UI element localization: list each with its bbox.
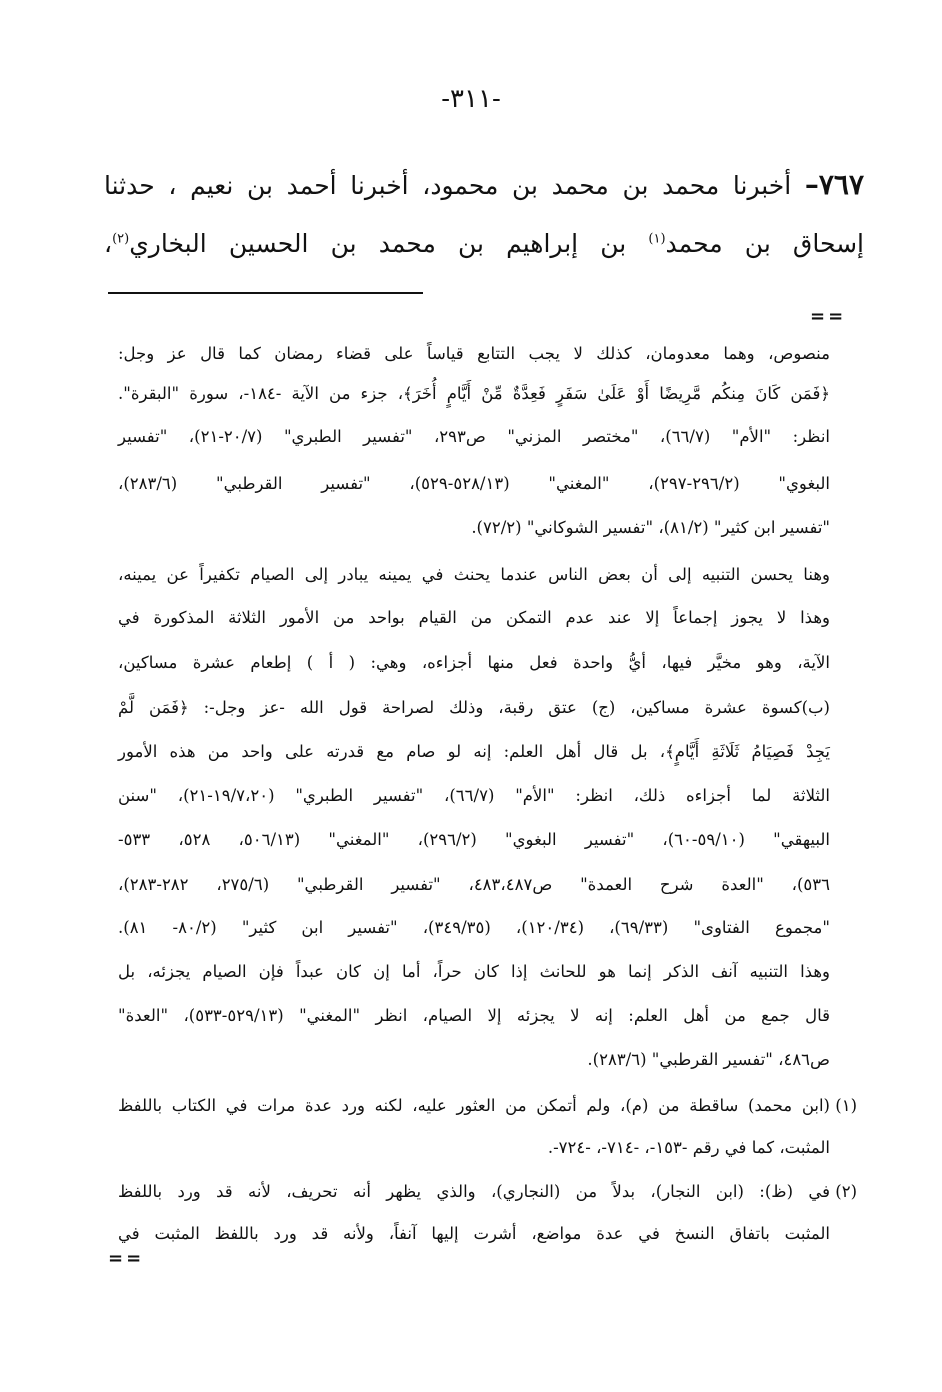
commentary-line: ﴿فَمَن كَانَ مِنكُم مَّرِيضًا أَوْ عَلَىٰ سَفَرٍ فَعِدَّةٌ مِّنْ أَيَّامٍ أُخَرَ﴾، جزء من الآية -١٨٤-، سورة "البقرة". — [118, 384, 830, 403]
page-number: -٣١١- — [441, 84, 501, 114]
footnote-2-line: المثبت باتفاق النسخ في عدة مواضع، أشرت إليها آنفاً، ولأنه قد ورد باللفظ المثبت في — [118, 1224, 830, 1243]
hadith-line-1 — [104, 168, 864, 201]
footnote-1-line: المثبت، كما في رقم -١٥٣-، -٧١٤-، -٧٢٤-. — [547, 1138, 830, 1157]
hadith-line-2 — [104, 229, 864, 258]
commentary-line: (ب)كسوة عشرة مساكين، (ج) عتق رقبة، وذلك لصراحة قول الله -عز وجل-: ﴿فَمَن لَّمْ — [118, 698, 830, 717]
continuation-marks-bottom: == — [108, 1248, 145, 1269]
commentary-line: ص٤٨٦، "تفسير القرطبي" (٢٨٣/٦). — [587, 1050, 830, 1069]
footnote-1-marker: (١) — [835, 1096, 857, 1115]
hadith-text-2b: بن إبراهيم بن محمد بن الحسين البخاري — [129, 229, 649, 258]
commentary-line: "تفسير ابن كثير" (٨١/٢)، "تفسير الشوكاني" (٧٢/٢). — [471, 518, 830, 537]
footnote-ref-1: (١) — [648, 231, 666, 247]
commentary-line: الآية، وهو مخيَّر فيها، أيُّ واحدة فعل منها أجزاءه، وهي: ( أ ) إطعام عشرة مساكين، — [118, 653, 830, 672]
continuation-marks-top: == — [810, 306, 847, 327]
commentary-line: البيهقي" (٥٩/١٠-٦٠)، "تفسير البغوي" (٢٩٦/٢)، "المغني" (٥٠٦/١٣، ٥٢٨، ٥٣٣- — [118, 830, 830, 849]
commentary-line: وهذا التنبيه آنف الذكر إنما هو للحانث إذا كان حراً، أما إن كان عبداً فإن الصيام يجزئه، بل — [118, 962, 830, 981]
footnote-1-line: (ابن محمد) ساقطة من (م)، ولم أتمكن من العثور عليه، لكنه ورد عدة مرات في الكتاب باللفظ — [118, 1096, 830, 1115]
commentary-line: ٥٣٦)، "العدة شرح العمدة" ص٤٨٣،٤٨٧، "تفسير القرطبي" (٢٧٥/٦، ٢٨٢-٢٨٣)، — [118, 875, 830, 894]
hadith-number: ٧٦٧– — [804, 168, 864, 201]
footnote-2-line: في (ظ): (ابن النجار)، بدلاً من (النجاري)، والذي يظهر أنه تحريف، لأنه قد ورد باللفظ — [118, 1182, 830, 1201]
footnote-separator-line — [108, 292, 423, 294]
footnote-2-marker: (٢) — [835, 1182, 857, 1201]
commentary-line: "مجموع الفتاوى" (٦٩/٣٣)، (١٢٠/٣٤)، (٣٤٩/٣٥)، "تفسير ابن كثير" (٨٠/٢- ٨١). — [118, 918, 830, 937]
hadith-text-2a: إسحاق بن محمد — [665, 229, 864, 258]
commentary-line: منصوص، وهما معدومان، كذلك لا يجب التتابع قياساً على قضاء رمضان كما قال عز وجل: — [118, 344, 830, 363]
commentary-line: البغوي" (٢٩٦/٢-٢٩٧)، "المغني" (٥٢٨/١٣-٥٢٩)، "تفسير القرطبي" (٢٨٣/٦)، — [118, 474, 831, 493]
commentary-line: وهذا لا يجوز إجماعاً إلا عند عدم التمكن من القيام بواحد من الأمور الثلاثة المذكورة في — [118, 608, 830, 627]
commentary-line: وهنا يحسن التنبيه إلى أن بعض الناس عندما يحنث في يمينه يبادر إلى الصيام تكفيراً عن يمينه، — [118, 565, 830, 584]
commentary-line: الثلاثة لما أجزاءه ذلك، انظر: "الأم" (٦٦/٧)، "تفسير الطبري" (١٩/٧،٢٠-٢١)، "سنن — [118, 786, 831, 805]
commentary-line: انظر: "الأم" (٦٦/٧)، "مختصر المزني" ص٢٩٣، "تفسير الطبري" (٢٠/٧-٢١)، "تفسير — [118, 427, 830, 446]
commentary-line: يَجِدْ فَصِيَامُ ثَلَاثَةِ أَيَّامٍ﴾، بل قال أهل العلم: إنه لو صام مع قدرته على واحد من هذه الأمور — [118, 742, 830, 761]
hadith-text-1: أخبرنا محمد بن محمد بن محمود، أخبرنا أحمد بن نعيم ، حدثنا — [104, 171, 805, 200]
commentary-line: قال جمع من أهل العلم: إنه لا يجزئه إلا الصيام، انظر "المغني" (٥٢٩/١٣-٥٣٣)، "العدة" — [118, 1006, 830, 1025]
hadith-text-2c: ، — [104, 229, 113, 258]
footnote-ref-2: (٢) — [112, 231, 130, 247]
